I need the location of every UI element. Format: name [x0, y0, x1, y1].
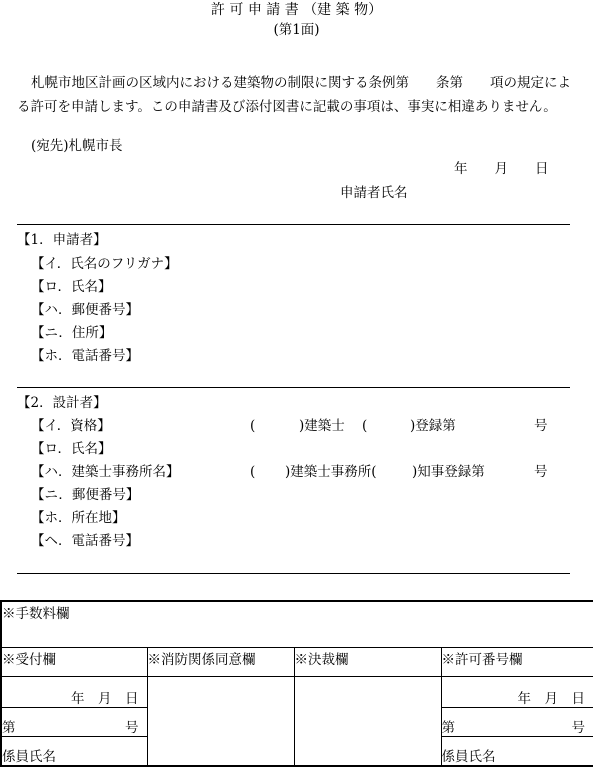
applicant-furigana-label: 【イ．氏名のフリガナ】	[31, 256, 178, 272]
qualification-architect: )建築士	[299, 418, 345, 434]
reception-number-suffix: 号	[125, 719, 139, 736]
applicant-name-field-label: 【ロ．氏名】	[31, 279, 112, 295]
reception-number-prefix: 第	[2, 719, 16, 736]
qualification-paren-open-2: (	[362, 418, 368, 434]
fee-cell	[1, 601, 593, 647]
office-architect-office: )建築士事務所(	[285, 464, 377, 480]
reception-label: ※受付欄	[2, 651, 56, 668]
permit-number-suffix: 号	[571, 719, 585, 736]
applicant-name-label: 申請者氏名	[340, 185, 408, 201]
office-number-suffix: 号	[534, 464, 548, 480]
qualification-paren-open: (	[250, 418, 256, 434]
permit-date: 年 月 日	[517, 690, 585, 707]
fire-consent-label: ※消防関係同意欄	[147, 651, 256, 668]
permit-number-label: ※許可番号欄	[441, 651, 523, 668]
office-governor-registration: )知事登録第	[412, 464, 485, 480]
reception-header	[1, 647, 147, 676]
decision-body	[294, 676, 441, 766]
fire-consent-body	[147, 676, 294, 766]
reception-date: 年 月 日	[71, 690, 139, 707]
decision-label: ※決裁欄	[294, 651, 349, 668]
decision-header	[294, 647, 441, 676]
designer-name-label: 【ロ．氏名】	[31, 441, 112, 457]
reception-staff-cell	[1, 736, 147, 766]
divider	[17, 224, 570, 225]
qualification-number-suffix: 号	[534, 418, 548, 434]
permit-number-header	[441, 647, 593, 676]
addressee: (宛先)札幌市長	[31, 138, 123, 154]
reception-date-cell	[1, 676, 147, 707]
qualification-registration: )登録第	[410, 418, 456, 434]
permit-number-prefix: 第	[441, 719, 455, 736]
office-paren-open: (	[250, 464, 256, 480]
applicant-address-label: 【ニ．住所】	[31, 325, 113, 341]
permit-date-cell	[441, 676, 593, 707]
applicant-postal-label: 【ハ．郵便番号】	[31, 302, 139, 318]
document-title: 許 可 申 請 書 （建 築 物）	[210, 2, 383, 18]
permit-staff-cell	[441, 736, 593, 766]
designer-location-label: 【ホ．所在地】	[31, 510, 126, 526]
section1-heading: 【1．申請者】	[17, 232, 107, 248]
fire-consent-header	[147, 647, 294, 676]
divider	[17, 573, 570, 574]
designer-postal-label: 【ニ．郵便番号】	[31, 487, 140, 503]
page-number: (第1面)	[273, 22, 320, 38]
intro-paragraph: 札幌市地区計画の区域内における建築物の制限に関する条例第 条第 項の規定による許可を申請します。この申請書及び添付図書に記載の事項は、事実に相違ありません。	[17, 75, 571, 115]
designer-office-label: 【ハ．建築士事務所名】	[31, 464, 180, 480]
section2-heading: 【2．設計者】	[17, 395, 107, 411]
permit-staff-label: 係員氏名	[441, 748, 496, 765]
applicant-phone-label: 【ホ．電話番号】	[31, 348, 139, 364]
permit-number-cell	[441, 707, 593, 736]
designer-phone-label: 【ヘ．電話番号】	[31, 533, 139, 549]
office-use-table	[0, 600, 593, 767]
date-line: 年 月 日	[454, 161, 549, 177]
reception-number-cell	[1, 707, 147, 736]
reception-staff-label: 係員氏名	[2, 748, 56, 765]
fee-label: ※手数料欄	[2, 606, 70, 622]
designer-qualification-label: 【イ．資格】	[31, 418, 111, 434]
divider	[17, 387, 570, 388]
